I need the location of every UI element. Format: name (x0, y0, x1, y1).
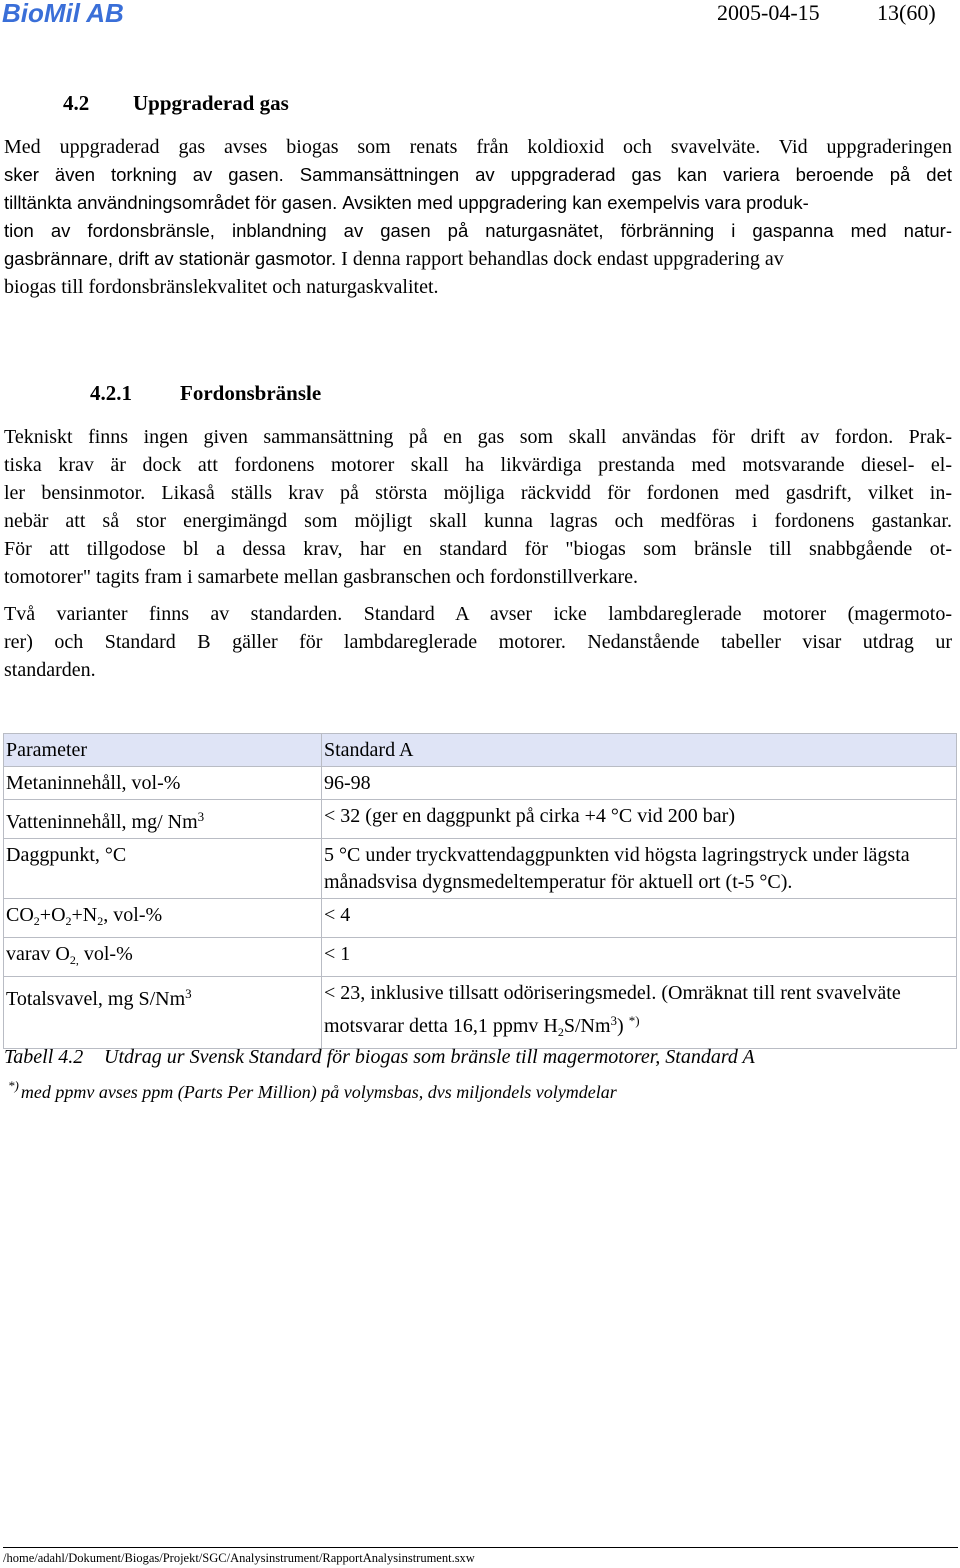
param-text: +O (39, 904, 66, 926)
paragraph-line: sker även torkning av gasen. Sammansättningen av uppgraderad gas kan variera beroende på det (4, 164, 952, 185)
header-cell-parameter: Parameter (4, 734, 322, 767)
paragraph-line: Tekniskt finns ingen given sammansättning på en gas som skall användas för drift av fordon. Prak- (4, 426, 952, 448)
section-number: 4.2 (63, 91, 90, 115)
line-part: Avsikten med uppgradering kan exempelvis vara produk- (342, 192, 809, 213)
footnote-mark: *) (8, 1078, 19, 1093)
subscript: 2 (97, 914, 104, 928)
subsection-paragraph-1 (4, 423, 952, 591)
paragraph-line: ler bensinmotor. Likaså ställs krav på största möjliga räckvidd för fordonen med gasdrift, vilket in- (4, 482, 952, 504)
paragraph-line: rer) och Standard B gäller för lambdareglerade motorer. Nedanstående tabeller visar utdrag ur (4, 631, 952, 653)
line-part: gasbrännare, drift av stationär gasmotor. (4, 248, 337, 269)
param-text: CO (6, 904, 34, 926)
superscript: 3 (610, 1013, 618, 1028)
value-cell: < 1 (322, 938, 957, 977)
param-text: Totalsvavel, mg S/Nm (6, 988, 186, 1010)
standard-a-table (3, 733, 957, 1049)
param-cell (4, 800, 322, 839)
subscript: 2, (69, 953, 79, 967)
param-cell (4, 899, 322, 938)
caption-text: Utdrag ur Svensk Standard för biogas som bränsle till magermotorer, Standard A (104, 1046, 755, 1068)
footnote (4, 1078, 617, 1103)
table-row (4, 800, 957, 839)
table-row (4, 899, 957, 938)
param-cell (4, 938, 322, 977)
subscript: 2 (33, 914, 40, 928)
paragraph-line (4, 245, 952, 273)
caption-label: Tabell 4.2 (4, 1046, 84, 1068)
paragraph-line: tomotorer" tagits fram i samarbete mellan gasbranschen och fordonstillverkare. (4, 566, 639, 588)
footer-divider (3, 1547, 958, 1548)
table-row (4, 767, 957, 800)
footnote-marker: *) (628, 1013, 640, 1028)
param-cell (4, 977, 322, 1049)
value-cell: 5 °C under tryckvattendaggpunkten vid högsta lagringstryck under lägsta månadsvisa dygnsmedeltemperatur för aktuell ort (t-5 °C). (322, 839, 957, 899)
paragraph-line: tiska krav är dock att fordonens motorer skall ha likvärdiga prestanda med motsvarande diesel- el- (4, 454, 952, 476)
param-text: Vatteninnehåll, mg/ Nm (6, 811, 198, 833)
superscript: 3 (197, 809, 205, 824)
line-part: I denna rapport behandlas dock endast uppgradering av (341, 248, 784, 270)
footer-file-path: /home/adahl/Dokument/Biogas/Projekt/SGC/Analysinstrument/RapportAnalysinstrument.sxw (3, 1551, 475, 1565)
subsection-title: Fordonsbränsle (180, 381, 322, 405)
value-cell: < 32 (ger en daggpunkt på cirka +4 °C vid 200 bar) (322, 800, 957, 839)
company-name: BioMil AB (2, 0, 124, 28)
param-text: +N (71, 904, 98, 926)
section-title: Uppgraderad gas (133, 91, 289, 115)
param-cell: Metaninnehåll, vol-% (4, 767, 322, 800)
value-text: ) (617, 1015, 629, 1037)
param-cell: Daggpunkt, °C (4, 839, 322, 899)
value-text: S/Nm (563, 1015, 611, 1037)
table-row (4, 977, 957, 1049)
section-paragraph (4, 133, 952, 301)
value-cell: < 4 (322, 899, 957, 938)
paragraph-line: Två varianter finns av standarden. Standard A avser icke lambdareglerade motorer (magermoto- (4, 603, 952, 625)
paragraph-line: nebär att så stor energimängd som möjligt skall kunna lagras och medföras i fordonens gastankar. (4, 510, 952, 532)
param-text: , vol-% (103, 904, 163, 926)
page-number: 13(60) (877, 0, 936, 25)
footnote-text: med ppmv avses ppm (Parts Per Million) på volymsbas, dvs miljondels volymdelar (20, 1082, 617, 1102)
paragraph-line: standarden. (4, 659, 96, 681)
table-row (4, 839, 957, 899)
paragraph-line (4, 189, 952, 217)
paragraph-line: tion av fordonsbränsle, inblandning av gasen på naturgasnätet, förbränning i gaspanna med natur- (4, 220, 952, 241)
document-date: 2005-04-15 (717, 0, 820, 25)
paragraph-line: biogas till fordonsbränslekvalitet och naturgaskvalitet. (4, 276, 439, 298)
line-part: tilltänkta användningsområdet för gasen. (4, 192, 338, 213)
paragraph-line: Med uppgraderad gas avses biogas som renats från koldioxid och svavelväte. Vid uppgraderingen (4, 136, 952, 158)
table-caption (4, 1046, 755, 1069)
value-text: < 23, inklusive tillsatt odöriseringsmedel. (Omräknat till rent svavelväte motsvarar detta 16,1 ppmv H (324, 982, 901, 1037)
subscript: 2 (65, 914, 72, 928)
value-cell (322, 977, 957, 1049)
table-header-row (4, 734, 957, 767)
subsection-heading (90, 381, 321, 406)
subscript: 2 (557, 1025, 564, 1039)
value-cell: 96-98 (322, 767, 957, 800)
param-text: vol-% (78, 943, 133, 965)
paragraph-line: För att tillgodose bl a dessa krav, har en standard för "biogas som bränsle till snabbgående ot- (4, 538, 952, 560)
header-cell-standard: Standard A (322, 734, 957, 767)
section-heading (63, 91, 289, 116)
param-text: varav O (6, 943, 70, 965)
table-row (4, 938, 957, 977)
subsection-number: 4.2.1 (90, 381, 132, 405)
subsection-paragraph-2 (4, 600, 952, 684)
superscript: 3 (185, 986, 192, 1001)
